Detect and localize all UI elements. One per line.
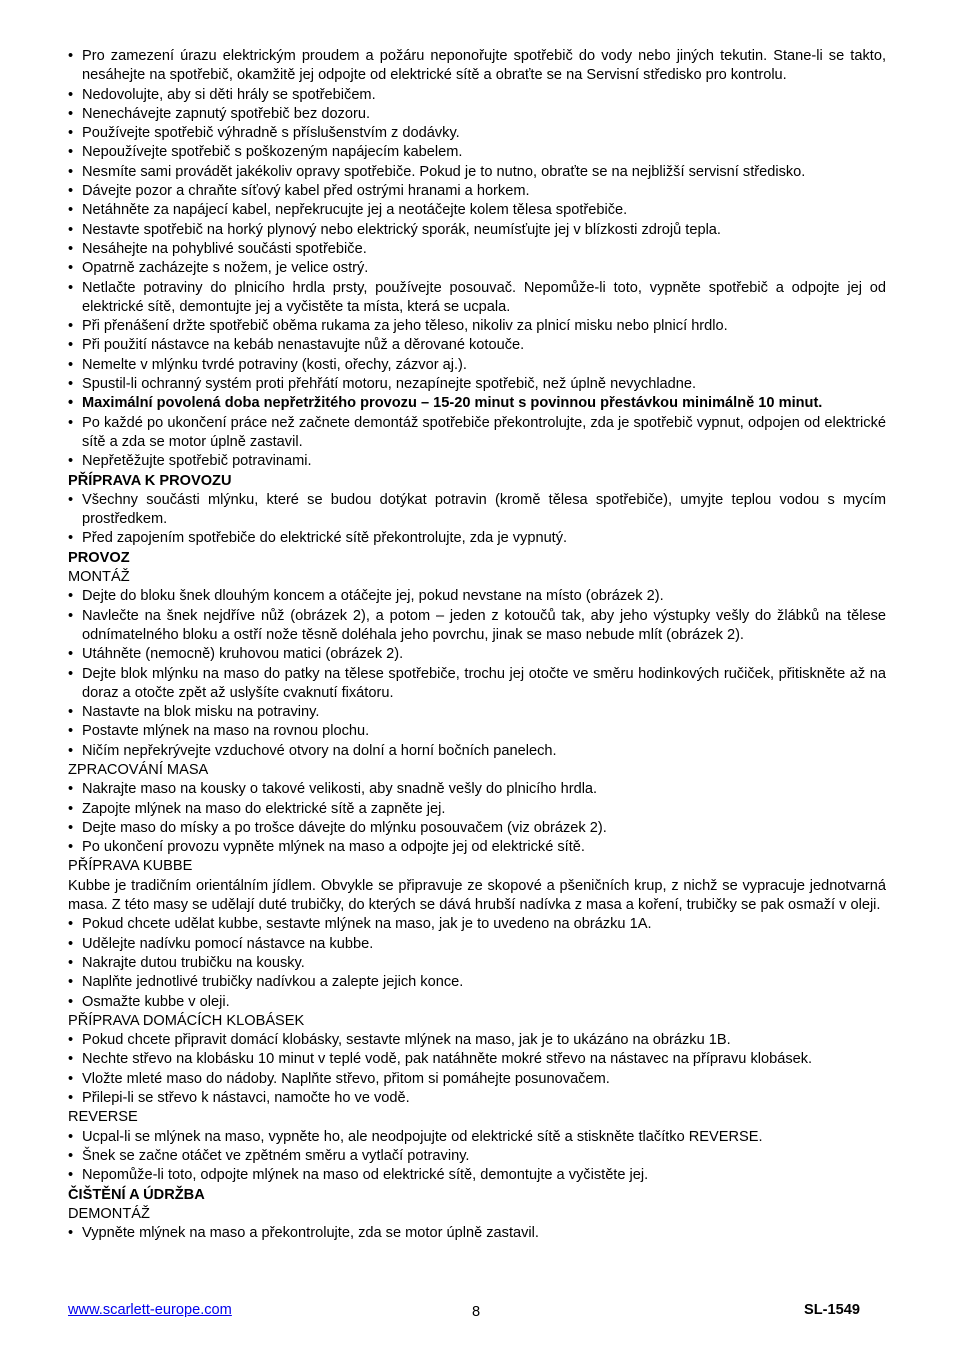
list-item: • Vložte mleté maso do nádoby. Naplňte střevo, přitom si pomáhejte posunovačem. bbox=[68, 1070, 886, 1089]
subsection-heading: MONTÁŽ bbox=[68, 569, 130, 586]
list-item: • Nastavte na blok misku na potraviny. bbox=[68, 703, 886, 722]
list-item: • Nepřetěžujte spotřebič potravinami. bbox=[68, 452, 886, 471]
list-item: • Nepomůže-li toto, odpojte mlýnek na maso od elektrické sítě, demontujte a vyčistěte jej. bbox=[68, 1166, 886, 1185]
list-item-bold: • Maximální povolená doba nepřetržitého provozu – 15-20 minut s povinnou přestávkou minimálně 10 minut. bbox=[68, 394, 886, 413]
list-item: • Při přenášení držte spotřebič oběma rukama za jeho těleso, nikoliv za plnicí misku nebo plnicí hrdlo. bbox=[68, 317, 886, 336]
subsection-heading: PŘÍPRAVA DOMÁCÍCH KLOBÁSEK bbox=[68, 1012, 305, 1029]
list-item: • Postavte mlýnek na maso na rovnou plochu. bbox=[68, 722, 886, 741]
list-item: • Udělejte nadívku pomocí nástavce na kubbe. bbox=[68, 935, 886, 954]
subsection-heading: PŘÍPRAVA KUBBE bbox=[68, 858, 193, 875]
list-item: • Nesmíte sami provádět jakékoliv opravy spotřebiče. Pokud je to nutno, obraťte se na nejbližší servisní středisko. bbox=[68, 163, 886, 182]
list-item: • Šnek se začne otáčet ve zpětném směru a vytlačí potraviny. bbox=[68, 1147, 886, 1166]
paragraph: Kubbe je tradičním orientálním jídlem. Obvykle se připravuje ze skopové a pšeničních krup, z nichž se vypracuje jednotvarná masa. Z této masy se udělají duté trubičky, do kterých se dává hrubší nadívka z masa a koření, trubičky se pak osmaží v oleji. bbox=[68, 877, 886, 914]
website-link[interactable]: www.scarlett-europe.com bbox=[68, 1302, 232, 1318]
list-item: • Ucpal-li se mlýnek na maso, vypněte ho, ale neodpojujte od elektrické sítě a stiskněte tlačítko REVERSE. bbox=[68, 1128, 886, 1147]
list-item: • Netáhněte za napájecí kabel, nepřekrucujte jej a neotáčejte kolem tělesa spotřebiče. bbox=[68, 201, 886, 220]
list-item: • Nenechávejte zapnutý spotřebič bez dozoru. bbox=[68, 105, 886, 124]
list-item: • Přilepi-li se střevo k nástavci, namočte ho ve vodě. bbox=[68, 1089, 886, 1108]
list-item: • Pokud chcete připravit domácí klobásky, sestavte mlýnek na maso, jak je to ukázáno na obrázku 1B. bbox=[68, 1031, 886, 1050]
list-item: • Nedovolujte, aby si děti hrály se spotřebičem. bbox=[68, 86, 886, 105]
model-number: SL-1549 bbox=[804, 1302, 860, 1318]
list-item: • Před zapojením spotřebiče do elektrické sítě překontrolujte, zda je vypnutý. bbox=[68, 529, 886, 548]
page-footer bbox=[68, 1302, 860, 1322]
list-item: • Po každé po ukončení práce než začnete demontáž spotřebiče překontrolujte, zda je spotřebič vypnut, odpojen od elektrické sítě a zda se motor úplně zastavil. bbox=[68, 414, 886, 453]
list-item: • Pokud chcete udělat kubbe, sestavte mlýnek na maso, jak je to uvedeno na obrázku 1A. bbox=[68, 915, 886, 934]
subsection-heading: REVERSE bbox=[68, 1109, 138, 1126]
list-item: • Dávejte pozor a chraňte síťový kabel před ostrými hranami a horkem. bbox=[68, 182, 886, 201]
list-item: • Spustil-li ochranný systém proti přehřátí motoru, nezapínejte spotřebič, než úplně nevychladne. bbox=[68, 375, 886, 394]
section-heading: ČIŠTĚNÍ A ÚDRŽBA bbox=[68, 1186, 205, 1203]
list-item: • Nesáhejte na pohyblivé součásti spotřebiče. bbox=[68, 240, 886, 259]
list-item: • Vypněte mlýnek na maso a překontrolujte, zda se motor úplně zastavil. bbox=[68, 1224, 886, 1243]
list-item: • Nechte střevo na klobásku 10 minut v teplé vodě, pak natáhněte mokré střevo na nástavec na přípravu klobásek. bbox=[68, 1050, 886, 1069]
list-item: • Osmažte kubbe v oleji. bbox=[68, 993, 886, 1012]
list-item: • Nestavte spotřebič na horký plynový nebo elektrický sporák, neumísťujte jej v blízkosti zdrojů tepla. bbox=[68, 221, 886, 240]
list-item: • Dejte do bloku šnek dlouhým koncem a otáčejte jej, pokud nevstane na místo (obrázek 2). bbox=[68, 587, 886, 606]
list-item: • Pro zamezení úrazu elektrickým proudem a požáru neponořujte spotřebič do vody nebo jiných tekutin. Stane-li se takto, nesáhejte na spotřebič, okamžitě jej odpojte od elektrické sítě a obraťte se na Servisní středisko pro kontrolu. bbox=[68, 47, 886, 86]
list-item: • Navlečte na šnek nejdříve nůž (obrázek 2), a potom – jeden z kotoučů tak, aby jeho výstupky vešly do žlábků na tělese odnímatelného bloku a ostří nože těsně doléhala jeho povrchu, jinak se maso nebude mlít (obrázek 2). bbox=[68, 607, 886, 646]
list-item: • Dejte blok mlýnku na maso do patky na tělese spotřebiče, trochu jej otočte ve směru hodinkových ručiček, přitiskněte až na doraz a otočte zpět až uslyšíte cvaknutí fixátoru. bbox=[68, 665, 886, 704]
list-item: • Nemelte v mlýnku tvrdé potraviny (kosti, ořechy, zázvor aj.). bbox=[68, 356, 886, 375]
list-item: • Netlačte potraviny do plnicího hrdla prsty, používejte posouvač. Nepomůže-li toto, vypněte spotřebič a odpojte jej od elektrické sítě, demontujte jej a vyčistěte ta místa, která se ucpala. bbox=[68, 279, 886, 318]
list-item: • Všechny součásti mlýnku, které se budou dotýkat potravin (kromě tělesa spotřebiče), umyjte teplou vodou s mycím prostředkem. bbox=[68, 491, 886, 530]
list-item: • Používejte spotřebič výhradně s příslušenstvím z dodávky. bbox=[68, 124, 886, 143]
page-number: 8 bbox=[472, 1304, 481, 1320]
list-item: • Při použití nástavce na kebáb nenastavujte nůž a děrované kotouče. bbox=[68, 336, 886, 355]
list-item: • Nakrajte maso na kousky o takové velikosti, aby snadně vešly do plnicího hrdla. bbox=[68, 780, 886, 799]
list-item: • Naplňte jednotlivé trubičky nadívkou a zalepte jejich konce. bbox=[68, 973, 886, 992]
list-item: • Nepoužívejte spotřebič s poškozeným napájecím kabelem. bbox=[68, 143, 886, 162]
list-item: • Dejte maso do mísky a po trošce dávejte do mlýnku posouvačem (viz obrázek 2). bbox=[68, 819, 886, 838]
subsection-heading: ZPRACOVÁNÍ MASA bbox=[68, 761, 209, 778]
subsection-heading: DEMONTÁŽ bbox=[68, 1205, 150, 1222]
section-heading: PROVOZ bbox=[68, 549, 130, 566]
list-item: • Po ukončení provozu vypněte mlýnek na maso a odpojte jej od elektrické sítě. bbox=[68, 838, 886, 857]
list-item: • Utáhněte (nemocně) kruhovou matici (obrázek 2). bbox=[68, 645, 886, 664]
list-item: • Opatrně zacházejte s nožem, je velice ostrý. bbox=[68, 259, 886, 278]
list-item: • Ničím nepřekrývejte vzduchové otvory na dolní a horní bočních panelech. bbox=[68, 742, 886, 761]
section-heading: PŘÍPRAVA K PROVOZU bbox=[68, 472, 232, 489]
document-body bbox=[68, 47, 886, 1243]
list-item: • Nakrajte dutou trubičku na kousky. bbox=[68, 954, 886, 973]
list-item: • Zapojte mlýnek na maso do elektrické sítě a zapněte jej. bbox=[68, 800, 886, 819]
